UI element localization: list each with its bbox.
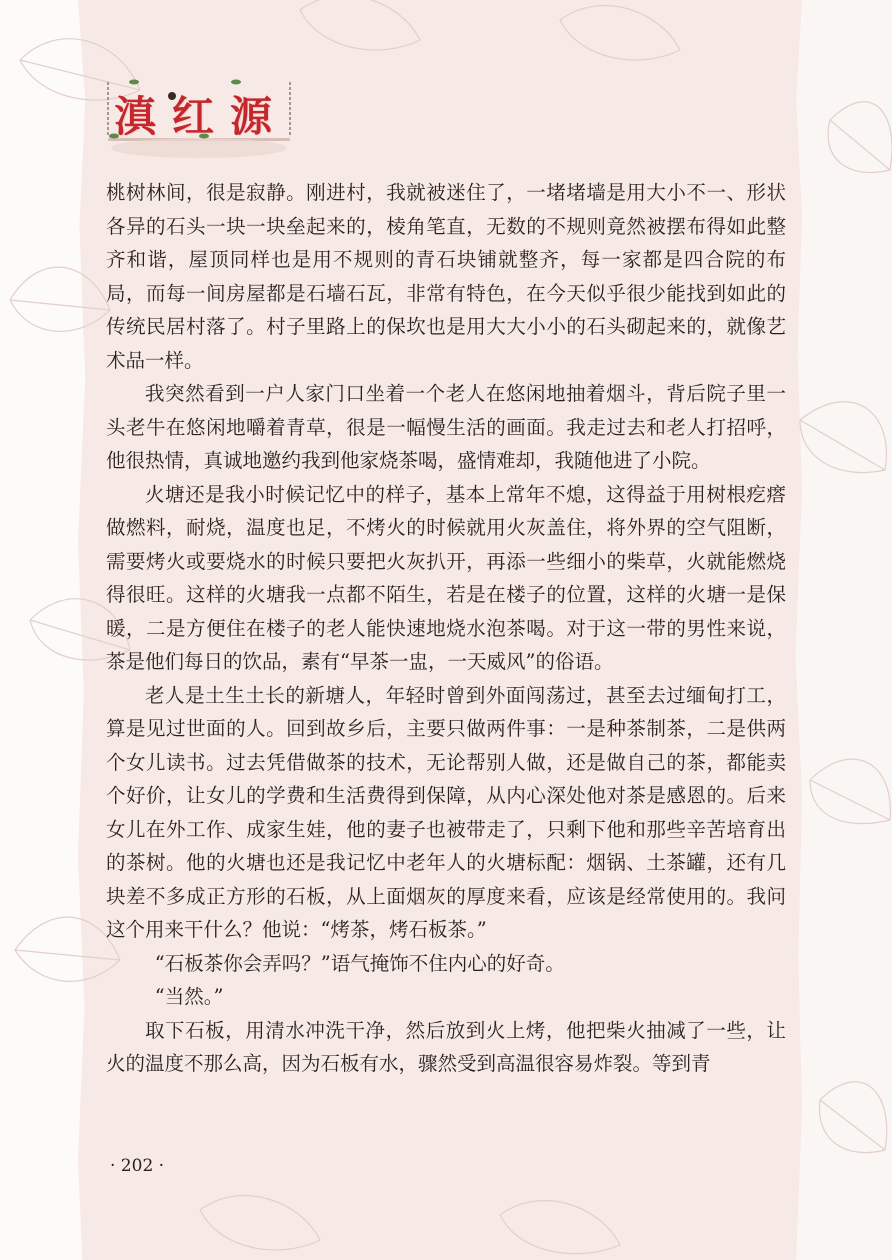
paragraph-2: 我突然看到一户人家门口坐着一个老人在悠闲地抽着烟斗，背后院子里一头老牛在悠闲地嚼着青草，很是一幅慢生活的画面。我走过去和老人打招呼，他很热情，真诚地邀约我到他家烧茶喝，盛情难却，我随他进了小院。 — [106, 382, 786, 472]
logo-title: 滇红源 — [114, 92, 289, 141]
article-body — [106, 176, 786, 1081]
paragraph-4: 老人是土生土长的新塘人，年轻时曾到外面闯荡过，甚至去过缅甸打工，算是见过世面的人。回到故乡后，主要只做两件事：一是种茶制茶，二是供两个女儿读书。过去凭借做茶的技术，无论帮别人做，还是做自己的茶，都能卖个好价，让女儿的学费和生活费得到保障，从内心深处他对茶是感恩的。后来女儿在外工作、成家生娃，他的妻子也被带走了，只剩下他和那些辛苦培育出的茶树。他的火塘也还是我记忆中老年人的火塘标配：烟锅、土茶罐，还有几块差不多成正方形的石板，从上面烟灰的厚度来看，应该是经常使用的。我问这个用来干什么？他说：“烤茶，烤石板茶。” — [106, 683, 786, 941]
paragraph-1: 桃树林间，很是寂静。刚进村，我就被迷住了，一堵堵墙是用大小不一、形状各异的石头一块一块垒起来的，棱角笔直，无数的不规则竟然被摆布得如此整齐和谐，屋顶同样也是用不规则的青石块铺就整齐，每一家都是四合院的布局，而每一间房屋都是石墙石瓦，非常有特色，在今天似乎很少能找到如此的传统民居村落了。村子里路上的保坎也是用大大小小的石头砌起来的，就像艺术品一样。 — [106, 181, 786, 372]
logo-banner — [104, 78, 294, 168]
paragraph-5: “石板茶你会弄吗？”语气掩饰不住内心的好奇。 — [154, 951, 565, 975]
page-number: · 202 · — [110, 1156, 165, 1176]
paragraph-3: 火塘还是我小时候记忆中的样子，基本上常年不熄，这得益于用树根疙瘩做燃料，耐烧，温度也足，不烤火的时候就用火灰盖住，将外界的空气阻断，需要烤火或要烧水的时候只要把火灰扒开，再添一些细小的柴草，火就能燃烧得很旺。这样的火塘我一点都不陌生，若是在楼子的位置，这样的火塘一是保暖，二是方便住在楼子的老人能快速地烧水泡茶喝。对于这一带的男性来说，茶是他们每日的饮品，素有“早茶一盅，一天威风”的俗语。 — [106, 482, 786, 673]
paragraph-6: “当然。” — [154, 985, 224, 1008]
paragraph-7: 取下石板，用清水冲洗干净，然后放到火上烤，他把柴火抽减了一些，让火的温度不那么高，因为石板有水，骤然受到高温很容易炸裂。等到青 — [106, 1018, 786, 1075]
